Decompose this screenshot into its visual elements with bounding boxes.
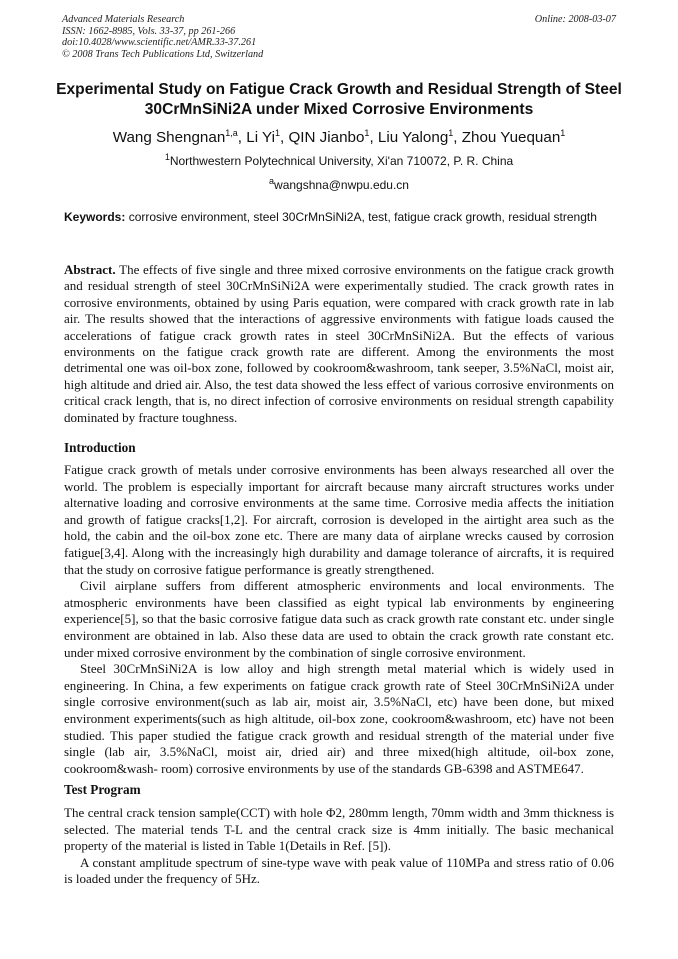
- copyright-line: © 2008 Trans Tech Publications Ltd, Switzerland: [62, 48, 264, 60]
- keywords-label: Keywords:: [64, 210, 126, 224]
- paragraph: Civil airplane suffers from different atmospheric environments and local environments. The atmospheric environments have been classified as eight typical lab environments by engineering experience[5], so that the basic corrosive fatigue data such as crack growth rate constant etc. under single environment are obtained in lab. Also these data are used to obtain the crack growth rate constant etc. under mixed corrosive environment by the combination of single corrosive environment.: [64, 578, 614, 660]
- paragraph: A constant amplitude spectrum of sine-type wave with peak value of 110MPa and stress ratio of 0.06 is loaded under the frequency of 5Hz.: [64, 854, 614, 887]
- keywords-block: [64, 210, 614, 226]
- abstract-label: Abstract.: [64, 262, 116, 277]
- section-heading-test-program: Test Program: [64, 782, 141, 797]
- abstract-block: [64, 262, 614, 426]
- section-heading-introduction: Introduction: [64, 440, 136, 455]
- paragraph: Steel 30CrMnSiNi2A is low alloy and high strength metal material which is widely used in engineering. In China, a few experiments on fatigue crack growth rate of Steel 30CrMnSiNi2A under single corrosive environment(such as lab air, moist air, 3.5%NaCl, etc) have been done, but mixed environment experiments(such as high altitude, oil-box zone, cookroom&washroom, etc) have not been studied. This paper studied the fatigue crack growth and residual strength of the material under five single (lab air, 3.5%NaCl, moist air, dried air) and three mixed(high altitude, oil-box zone, cookroom&wash- room) corrosive environments by use of the standards GB-6398 and ASTME647.: [64, 661, 614, 776]
- test-program-body: [64, 805, 614, 888]
- author: Liu Yalong$^1$,: [377, 127, 462, 146]
- author-email: $^a$wangshna@nwpu.edu.cn: [269, 176, 409, 192]
- author-list: [30, 128, 648, 148]
- introduction-body: [64, 462, 614, 777]
- author: Zhou Yuequan$^1$: [461, 127, 566, 146]
- author: Li Yi$^1$,: [246, 127, 289, 146]
- paragraph: Fatigue crack growth of metals under corrosive environments has been always researched all over the world. The problem is especially important for aircraft because many aircraft structures works under alternative loading and corrosive environments at the same time. Corrosive media affects the initiation and growth of fatigue cracks[1,2]. For aircraft, corrosion is developed in the airtight area such as the hold, the cabin and the oil-box zone etc. There are many data of airplane wrecks caused by corrosion fatigue[3,4]. Along with the increasingly high durability and damage tolerance of aircrafts, it is required that the study on corrosive fatigue performance is greatly strengthened.: [64, 462, 614, 577]
- keywords-text: corrosive environment, steel 30CrMnSiNi2A, test, fatigue crack growth, residual strength: [128, 210, 597, 224]
- abstract-text: The effects of five single and three mixed corrosive environments on the fatigue crack growth and residual strength of steel 30CrMnSiNi2A were experimentally studied. The crack growth rates in corrosive environments, obtained by using Paris equation, were compared with crack growth rate in lab air. The results showed that the interactions of aggressive environments with fatigue loads caused the accelerations of fatigue crack growth rates in steel 30CrMnSiNi2A. But the effects of various environments on the fatigue crack growth rate are different. Among the environments the most detrimental one was oil-box zone, followed by cookroom&washroom, tank seeper, 3.5%NaCl, moist air, high altitude and dried air. Also, the test data showed the less effect of various corrosive environments on critical crack length, that is, no direct infection of corrosive environments on residual strength capability dominated by fracture toughness.: [64, 262, 615, 425]
- doi-line: doi:10.4028/www.scientific.net/AMR.33-37.261: [62, 37, 257, 49]
- paragraph: The central crack tension sample(CCT) with hole Φ2, 280mm length, 70mm width and 3mm thickness is selected. The material tends T-L and the central crack size is 4mm initially. The basic mechanical property of the material is listed in Table 1(Details in Ref. [5]).: [64, 805, 614, 854]
- online-date: Online: 2008-03-07: [534, 14, 616, 25]
- journal-header: [62, 14, 616, 60]
- author: Wang Shengnan$^{1,a}$,: [112, 127, 247, 146]
- paper-title: Experimental Study on Fatigue Crack Growth and Residual Strength of Steel 30CrMnSiNi2A under Mixed Corrosive Environments: [56, 81, 622, 118]
- affiliation: $^1$Northwestern Polytechnical University, Xi'an 710072, P. R. China: [164, 152, 514, 168]
- journal-name: Advanced Materials Research: [62, 14, 185, 25]
- author: QIN Jianbo$^1$,: [288, 127, 378, 146]
- issn-line: ISSN: 1662-8985, Vols. 33-37, pp 261-266: [62, 25, 236, 37]
